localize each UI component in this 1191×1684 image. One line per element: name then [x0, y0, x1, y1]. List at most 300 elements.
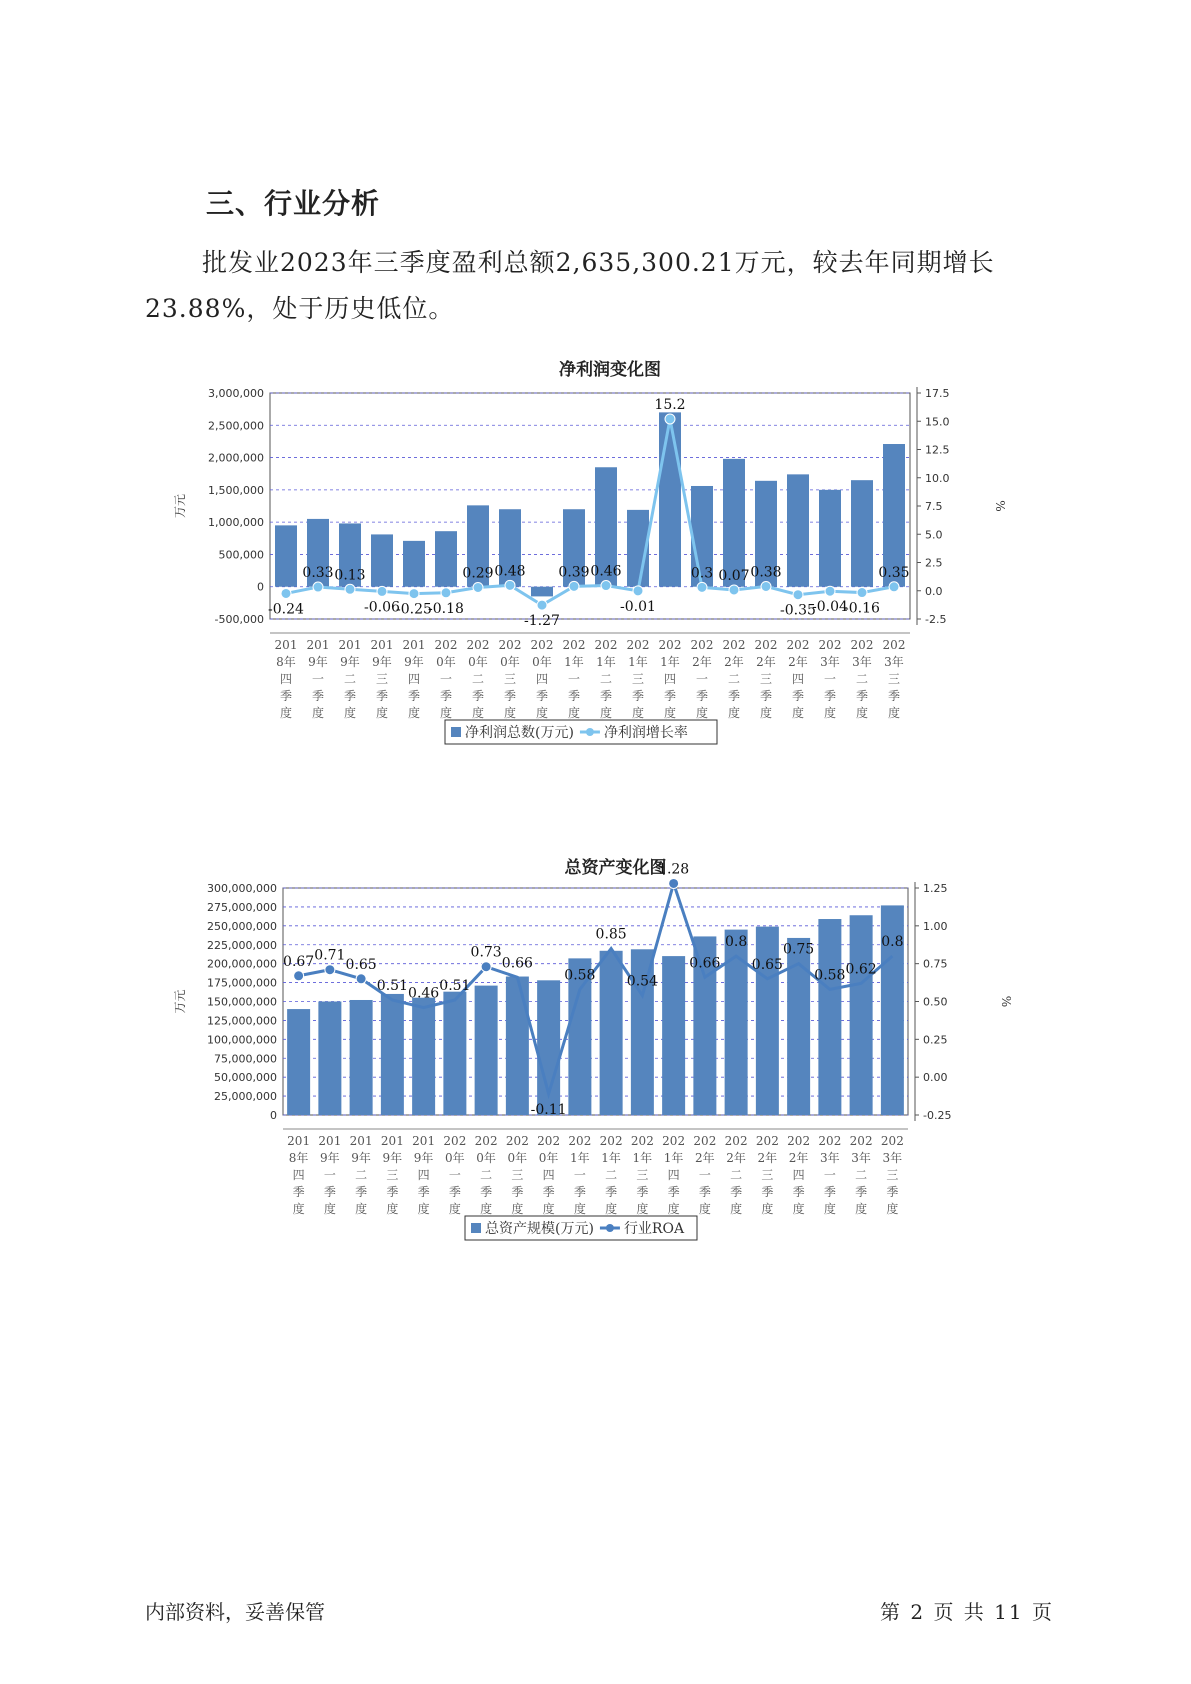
x-tick-label-line: 二 [480, 1168, 493, 1182]
x-tick-label-line: 三 [636, 1168, 649, 1182]
y-left-tick-label: 2,500,000 [208, 419, 264, 433]
x-tick-label-line: 202 [505, 1134, 529, 1148]
x-tick-label-line: 度 [605, 1202, 618, 1216]
x-tick-label-line: 202 [658, 638, 682, 652]
series-point [345, 584, 355, 594]
total-assets-chart-svg [170, 853, 1020, 1303]
data-label: 0.51 [439, 977, 471, 994]
x-tick-label-line: 季 [886, 1185, 899, 1199]
data-label: 0.8 [881, 934, 904, 951]
x-tick-label-line: 1年 [663, 1151, 684, 1165]
data-label: 0.73 [470, 944, 502, 961]
x-tick-label-line: 度 [759, 706, 773, 720]
data-label: 0.33 [302, 565, 334, 582]
x-tick-label-line: 季 [511, 1185, 524, 1199]
x-tick-label-line: 季 [542, 1185, 555, 1199]
net-profit-chart [170, 355, 1020, 805]
data-label: -0.01 [620, 598, 656, 615]
x-tick-label-line: 201 [306, 638, 330, 652]
x-tick-label-line: 201 [349, 1134, 373, 1148]
x-tick-label-line: 二 [355, 1168, 368, 1182]
data-label: 0.58 [814, 967, 846, 984]
x-tick-label-line: 二 [343, 672, 357, 686]
x-tick-label-line: 202 [755, 1134, 779, 1148]
y-left-tick-label: 0 [270, 1109, 277, 1122]
x-tick-label-line: 度 [761, 1202, 774, 1216]
x-tick-label-line: 季 [727, 689, 741, 703]
x-tick-label-line: 201 [370, 638, 394, 652]
x-tick-label-line: 四 [791, 672, 805, 686]
bar [851, 480, 873, 587]
series-point [633, 586, 643, 596]
x-tick-label-line: 季 [343, 689, 357, 703]
x-tick-label-line: 季 [636, 1185, 649, 1199]
x-tick-label-line: 季 [823, 1185, 836, 1199]
x-tick-label-line: 季 [407, 689, 421, 703]
x-tick-label [787, 1134, 810, 1216]
x-tick-label-line: 0年 [436, 655, 456, 669]
x-tick-label-line: 度 [439, 706, 453, 720]
x-tick-label-line: 度 [386, 1202, 399, 1216]
x-tick-label [435, 638, 458, 720]
x-tick-label-line: 季 [791, 689, 805, 703]
y-left-tick-label: 3,000,000 [208, 387, 264, 400]
x-tick-label-line: 度 [727, 706, 741, 720]
series-point [481, 962, 491, 972]
x-tick-label [350, 1134, 373, 1216]
y-left-tick-label: 275,000,000 [207, 900, 277, 914]
x-tick-label-line: 季 [792, 1185, 805, 1199]
x-tick-label-line: 2年 [724, 655, 744, 669]
data-label: -0.04 [812, 599, 848, 616]
x-tick-label-line: 季 [279, 689, 293, 703]
legend-bar-swatch [471, 1223, 481, 1233]
series-point [889, 582, 899, 592]
y-left-axis-title: 万元 [173, 989, 187, 1014]
x-tick-label-line: 3年 [820, 655, 840, 669]
x-tick-label-line: 度 [631, 706, 645, 720]
x-tick-label [883, 638, 906, 720]
x-tick-label [467, 638, 490, 720]
x-tick-label-line: 2年 [757, 1151, 778, 1165]
x-tick-label-line: 2年 [726, 1151, 746, 1165]
x-tick-label-line: 季 [887, 689, 901, 703]
y-left-tick-label: -500,000 [214, 613, 264, 626]
x-tick-label [475, 1134, 498, 1216]
x-tick-label-line: 度 [695, 706, 709, 720]
x-tick-label-line: 度 [323, 1202, 336, 1216]
x-tick-label-line: 202 [882, 638, 906, 652]
data-label: -0.06 [364, 599, 400, 616]
x-tick-label-line: 202 [562, 638, 586, 652]
x-tick-label-line: 度 [792, 1202, 805, 1216]
data-label: 0.29 [462, 565, 494, 582]
summary-paragraph: 批发业2023年三季度盈利总额2,635,300.21万元，较去年同期增长23.88%，处于历史低位。 [145, 248, 995, 323]
x-tick-label [881, 1134, 904, 1216]
x-tick-label-line: 度 [730, 1202, 743, 1216]
x-tick-label-line: 202 [530, 638, 554, 652]
series-point [761, 581, 771, 591]
x-tick-label [531, 638, 554, 720]
x-tick-label-line: 度 [599, 706, 613, 720]
x-tick-label [818, 1134, 841, 1216]
bar [412, 998, 435, 1115]
y-right-axis-title: % [999, 995, 1013, 1008]
net-profit-chart-svg [170, 355, 1020, 805]
x-tick-label-line: 201 [402, 638, 426, 652]
x-tick-label [403, 638, 426, 720]
x-tick-label-line: 202 [568, 1134, 592, 1148]
data-label: 0.75 [783, 941, 815, 958]
legend [465, 1216, 697, 1240]
series-point [377, 586, 387, 596]
x-tick-label-line: 一 [439, 672, 453, 686]
x-tick-label-line: 度 [471, 706, 485, 720]
y-left-axis-title: 万元 [173, 493, 187, 519]
series-point [665, 414, 675, 424]
x-tick-label [691, 638, 714, 720]
bar [318, 1002, 341, 1116]
y-right-tick-label: 0.75 [923, 957, 948, 971]
x-tick-label [851, 638, 874, 720]
series-point [697, 582, 707, 592]
x-tick-label-line: 四 [407, 672, 421, 686]
data-label: -1.27 [524, 613, 560, 630]
series-point [669, 878, 679, 888]
x-tick-label [659, 638, 682, 720]
x-tick-label-line: 季 [605, 1185, 618, 1199]
x-tick-label-line: 四 [292, 1168, 305, 1182]
x-tick-label-line: 四 [663, 672, 677, 686]
x-tick-label-line: 度 [567, 706, 581, 720]
data-label: -0.16 [844, 600, 880, 617]
x-tick-label-line: 201 [412, 1134, 436, 1148]
x-tick-label-line: 9年 [413, 1151, 434, 1165]
series-point [537, 600, 547, 610]
x-tick-label-line: 季 [761, 1185, 774, 1199]
x-tick-label [563, 638, 586, 720]
legend-line-marker [586, 728, 594, 736]
legend-line-label: 行业ROA [623, 1221, 685, 1237]
x-tick-label-line: 9年 [351, 1151, 371, 1165]
data-label: 0.39 [558, 564, 590, 581]
x-tick-label-line: 季 [855, 689, 869, 703]
series-point [857, 588, 867, 598]
x-tick-label-line: 季 [535, 689, 549, 703]
series-point [601, 581, 611, 591]
y-right-tick-label: 0.50 [923, 995, 948, 1009]
x-tick-label-line: 202 [724, 1134, 748, 1148]
x-tick-label-line: 度 [417, 1202, 430, 1216]
y-right-tick-label: -2.5 [925, 613, 947, 626]
x-tick-label-line: 201 [287, 1134, 311, 1148]
y-right-tick-label: 0.25 [923, 1033, 948, 1047]
x-tick-label [275, 638, 298, 720]
x-tick-label-line: 0年 [538, 1151, 559, 1165]
x-tick-label-line: 202 [818, 1134, 842, 1148]
x-tick-label [568, 1134, 591, 1216]
data-label: 0.67 [283, 953, 315, 970]
x-tick-label-line: 三 [887, 672, 901, 686]
data-label: 0.35 [878, 564, 910, 581]
y-right-tick-label: 15.0 [925, 415, 950, 429]
bar [756, 927, 779, 1115]
bar [850, 915, 873, 1115]
x-tick-label [287, 1134, 310, 1216]
x-tick-label-line: 度 [542, 1202, 555, 1216]
x-tick-label-line: 3年 [882, 1151, 903, 1165]
x-tick-label-line: 201 [338, 638, 362, 652]
x-tick-label-line: 季 [599, 689, 613, 703]
y-right-tick-label: 2.5 [925, 556, 943, 570]
x-tick-label-line: 201 [274, 638, 298, 652]
x-tick-label-line: 度 [448, 1202, 461, 1216]
x-tick-label [755, 638, 778, 720]
x-tick-label-line: 202 [594, 638, 618, 652]
x-tick-label-line: 季 [355, 1185, 368, 1199]
y-left-tick-label: 500,000 [218, 548, 264, 562]
legend-bar-label: 总资产规模(万元) [485, 1221, 594, 1237]
y-left-tick-label: 75,000,000 [214, 1052, 277, 1066]
y-right-tick-label: 1.25 [923, 882, 948, 895]
bar [819, 490, 841, 587]
x-tick-label-line: 四 [792, 1168, 805, 1182]
x-tick-label-line: 202 [537, 1134, 561, 1148]
legend-bar-label: 净利润总数(万元) [465, 725, 574, 741]
x-tick-label-line: 季 [323, 1185, 336, 1199]
bar [818, 919, 841, 1115]
x-tick-label-line: 季 [311, 689, 325, 703]
data-label: 0.85 [595, 926, 627, 943]
x-tick-label [787, 638, 810, 720]
x-tick-label-line: 度 [343, 706, 357, 720]
x-tick-label-line: 9年 [308, 655, 328, 669]
x-tick-label-line: 度 [667, 1202, 680, 1216]
x-tick-label [693, 1134, 716, 1216]
data-label: -0.35 [780, 602, 816, 619]
data-label: -0.18 [428, 600, 464, 617]
x-tick-label-line: 1年 [570, 1151, 590, 1165]
x-tick-label-line: 1年 [601, 1151, 621, 1165]
x-tick-label-line: 二 [855, 672, 869, 686]
x-tick-label-line: 9年 [382, 1151, 403, 1165]
x-tick-label-line: 1年 [632, 1151, 653, 1165]
y-left-tick-label: 300,000,000 [207, 882, 277, 895]
bar [435, 531, 457, 587]
x-tick-label-line: 四 [542, 1168, 555, 1182]
x-tick-label-line: 季 [759, 689, 773, 703]
y-left-tick-label: 225,000,000 [207, 938, 277, 952]
bar [662, 956, 685, 1115]
data-label: 0.46 [408, 985, 440, 1002]
chart-title: 净利润变化图 [559, 360, 661, 380]
x-tick-label-line: 1年 [660, 655, 680, 669]
x-tick-label-line: 8年 [288, 1151, 309, 1165]
x-tick-label [819, 638, 842, 720]
x-tick-label [595, 638, 618, 720]
bar [287, 1009, 310, 1115]
x-tick-label-line: 202 [722, 638, 746, 652]
legend-line-marker [606, 1224, 614, 1232]
x-tick-label-line: 季 [695, 689, 709, 703]
x-tick-label-line: 202 [690, 638, 714, 652]
series-point [825, 586, 835, 596]
x-tick-label-line: 季 [855, 1185, 868, 1199]
legend [445, 720, 717, 744]
data-label: 0.48 [494, 563, 526, 580]
y-left-tick-label: 175,000,000 [207, 976, 277, 990]
x-tick-label-line: 度 [535, 706, 549, 720]
x-tick-label-line: 一 [448, 1168, 461, 1182]
x-tick-label-line: 3年 [884, 655, 904, 669]
x-tick-label [850, 1134, 873, 1216]
x-tick-label-line: 202 [693, 1134, 717, 1148]
series-point [281, 588, 291, 598]
y-left-tick-label: 25,000,000 [214, 1090, 277, 1104]
x-tick-label-line: 202 [599, 1134, 623, 1148]
x-tick-label-line: 度 [375, 706, 389, 720]
bar [506, 977, 529, 1115]
data-label: 0.46 [590, 563, 622, 580]
x-tick-label [662, 1134, 685, 1216]
bar [381, 994, 404, 1115]
x-tick-label-line: 9年 [320, 1151, 340, 1165]
x-tick-label-line: 二 [730, 1168, 743, 1182]
x-tick-label-line: 四 [535, 672, 549, 686]
x-tick-label-line: 度 [791, 706, 805, 720]
x-tick-label-line: 一 [695, 672, 709, 686]
x-tick-label-line: 202 [630, 1134, 654, 1148]
series-point [441, 588, 451, 598]
bar [403, 541, 425, 587]
x-tick-label [412, 1134, 435, 1216]
data-label: 0.65 [751, 956, 783, 973]
x-tick-label-line: 一 [698, 1168, 711, 1182]
x-tick-label-line: 8年 [276, 655, 296, 669]
x-tick-label-line: 度 [663, 706, 677, 720]
bar [659, 412, 681, 586]
x-tick-label-line: 2年 [756, 655, 776, 669]
x-tick-label-line: 度 [698, 1202, 711, 1216]
series-point [505, 580, 515, 590]
x-tick-label-line: 季 [480, 1185, 493, 1199]
bar [787, 474, 809, 586]
data-label: 0.13 [334, 567, 366, 584]
x-tick-label-line: 1年 [596, 655, 616, 669]
y-right-tick-label: 12.5 [925, 443, 950, 457]
x-tick-label-line: 202 [880, 1134, 904, 1148]
data-label: -0.25 [396, 601, 432, 618]
y-right-tick-label: 5.0 [925, 528, 943, 542]
x-tick-label-line: 9年 [340, 655, 360, 669]
x-tick-label-line: 201 [318, 1134, 342, 1148]
x-tick-label [499, 638, 522, 720]
y-left-tick-label: 200,000,000 [207, 957, 277, 971]
x-tick-label-line: 202 [850, 638, 874, 652]
bar [443, 992, 466, 1115]
x-tick-label-line: 0年 [532, 655, 552, 669]
data-label: 15.2 [654, 396, 686, 413]
x-tick-label-line: 0年 [500, 655, 520, 669]
series-point [325, 965, 335, 975]
x-tick-label-line: 0年 [468, 655, 488, 669]
x-tick-label [756, 1134, 779, 1216]
x-tick-label [318, 1134, 341, 1216]
x-tick-label-line: 季 [439, 689, 453, 703]
x-tick-label-line: 一 [823, 672, 837, 686]
y-left-tick-label: 125,000,000 [207, 1014, 277, 1028]
x-tick-label-line: 季 [417, 1185, 430, 1199]
x-tick-label-line: 202 [498, 638, 522, 652]
y-left-tick-label: 150,000,000 [207, 995, 277, 1009]
x-tick-label-line: 季 [375, 689, 389, 703]
data-label: 0.51 [376, 977, 408, 994]
x-tick-label-line: 季 [631, 689, 645, 703]
x-tick-label [725, 1134, 748, 1216]
x-tick-label-line: 202 [443, 1134, 467, 1148]
x-tick-label [723, 638, 746, 720]
legend-line-label: 净利润增长率 [603, 725, 688, 741]
x-tick-label [371, 638, 394, 720]
x-tick-label-line: 一 [311, 672, 325, 686]
section-heading: 三、行业分析 [206, 187, 381, 220]
x-tick-label-line: 度 [503, 706, 517, 720]
x-tick-label [339, 638, 362, 720]
y-right-tick-label: 0.00 [923, 1071, 948, 1085]
x-tick-label-line: 0年 [445, 1151, 465, 1165]
x-tick-label-line: 季 [730, 1185, 743, 1199]
x-tick-label-line: 202 [754, 638, 778, 652]
y-right-tick-label: 10.0 [925, 471, 950, 485]
x-tick-label-line: 三 [759, 672, 773, 686]
x-tick-label-line: 2年 [788, 655, 808, 669]
x-tick-label-line: 二 [471, 672, 485, 686]
x-tick-label-line: 季 [471, 689, 485, 703]
y-right-axis-title: % [993, 500, 1007, 512]
x-tick-label-line: 202 [466, 638, 490, 652]
series-point [473, 582, 483, 592]
data-label: 0.38 [750, 564, 782, 581]
x-tick-label-line: 度 [292, 1202, 305, 1216]
total-assets-chart [170, 853, 1020, 1303]
y-right-tick-label: 7.5 [925, 500, 943, 513]
x-tick-label-line: 度 [886, 1202, 899, 1216]
y-right-tick-label: -0.25 [923, 1109, 952, 1122]
y-left-tick-label: 250,000,000 [207, 919, 277, 933]
x-tick-label-line: 度 [823, 706, 837, 720]
x-tick-label [631, 1134, 654, 1216]
x-tick-label [307, 638, 330, 720]
series-point [409, 589, 419, 599]
x-tick-label-line: 度 [279, 706, 293, 720]
x-tick-label [537, 1134, 560, 1216]
x-tick-label-line: 度 [887, 706, 901, 720]
x-tick-label-line: 季 [292, 1185, 305, 1199]
x-tick-label-line: 2年 [788, 1151, 809, 1165]
bar [350, 1000, 373, 1115]
data-label: 0.54 [626, 973, 658, 990]
x-tick-label-line: 二 [727, 672, 741, 686]
series-point [569, 581, 579, 591]
legend-bar-swatch [451, 727, 461, 737]
x-tick-label-line: 季 [663, 689, 677, 703]
x-tick-label-line: 季 [823, 689, 837, 703]
x-tick-label-line: 3年 [852, 655, 872, 669]
data-label: 0.07 [718, 567, 750, 584]
x-tick-label-line: 四 [667, 1168, 680, 1182]
y-left-tick-label: 2,000,000 [208, 451, 264, 465]
x-tick-label-line: 季 [573, 1185, 586, 1199]
